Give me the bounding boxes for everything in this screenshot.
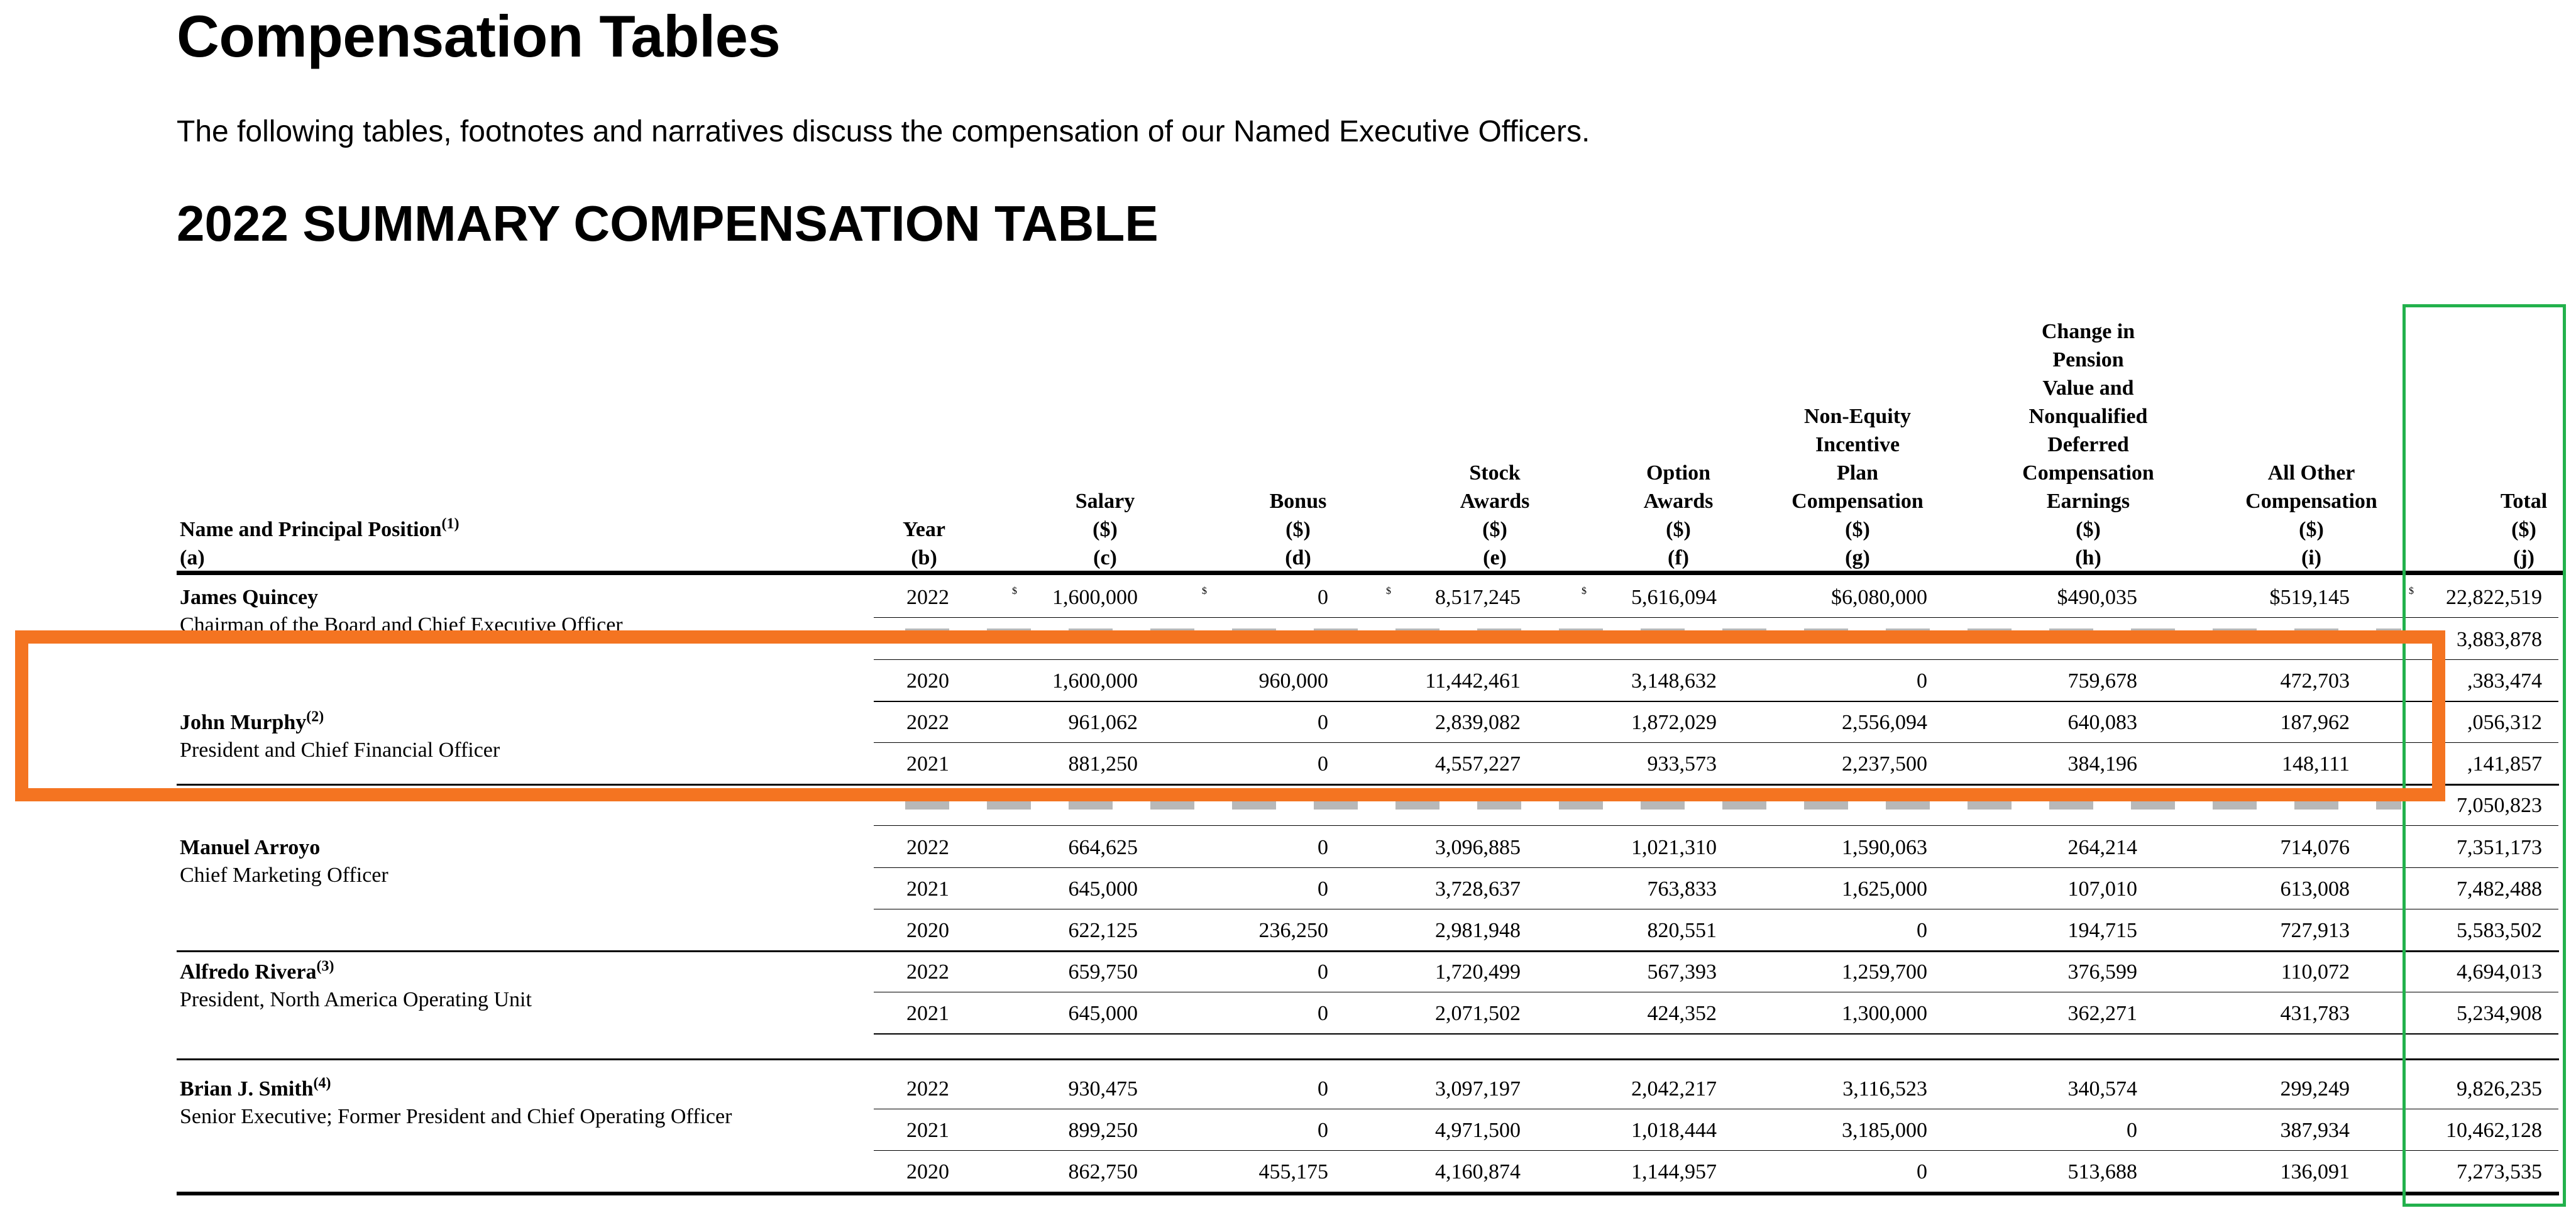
column-header-line: Earnings — [2046, 490, 2130, 513]
row-rule — [874, 617, 2558, 618]
column-header-line: Deferred — [2047, 433, 2129, 456]
column-header-line: ($) — [1666, 518, 1691, 541]
column-letter: (c) — [1093, 546, 1117, 569]
cell-other: 714,076 — [2280, 836, 2350, 859]
group-rule — [177, 1192, 2559, 1195]
column-header-salary — [992, 487, 1218, 572]
column-header-line: Plan — [1836, 461, 1879, 485]
cell-bonus: 0 — [1318, 1077, 1328, 1101]
row-rule — [874, 1033, 2558, 1035]
executive-name-text: John Murphy — [180, 711, 307, 734]
cell-stock: 4,557,227 — [1435, 752, 1521, 776]
row-rule — [874, 867, 2558, 868]
cell-salary: 930,475 — [1068, 1077, 1138, 1101]
cell-option: 763,833 — [1647, 877, 1717, 901]
column-letter: (g) — [1845, 546, 1870, 569]
cell-salary: 862,750 — [1068, 1160, 1138, 1183]
cell-total: 9,826,235 — [2457, 1077, 2542, 1101]
cell-pension: 340,574 — [2067, 1077, 2137, 1101]
dollar-sign: $ — [1582, 586, 1587, 596]
cell-pension: 107,010 — [2067, 877, 2137, 901]
column-header-line: All Other — [2267, 461, 2355, 485]
cell-stock: 2,839,082 — [1435, 711, 1521, 734]
cell-salary: 622,125 — [1068, 919, 1138, 942]
column-header-line: Incentive — [1815, 433, 1900, 456]
cell-year: 2022 — [906, 960, 949, 984]
column-header-line: Bonus — [1269, 490, 1327, 513]
cell-bonus: 0 — [1318, 877, 1328, 901]
column-header-line: Awards — [1643, 490, 1714, 513]
cell-salary: 1,600,000 — [1052, 669, 1138, 693]
cell-total: 7,050,823 — [2457, 794, 2542, 817]
cell-other: 387,934 — [2280, 1119, 2350, 1142]
cell-option: 933,573 — [1647, 752, 1717, 776]
column-header-name — [180, 515, 746, 572]
executive-position: President and Chief Financial Officer — [180, 739, 500, 762]
cell-salary: 961,062 — [1068, 711, 1138, 734]
cell-nonequity: 1,625,000 — [1842, 877, 1927, 901]
footnote-marker: (4) — [313, 1075, 331, 1092]
row-rule — [874, 742, 2558, 743]
footnote-marker: (3) — [316, 958, 334, 975]
column-header-line: Awards — [1460, 490, 1530, 513]
row-rule — [874, 701, 2558, 702]
column-header-line: Stock — [1469, 461, 1521, 485]
cell-salary: 881,250 — [1068, 752, 1138, 776]
cell-pension: $490,035 — [2057, 586, 2137, 609]
column-header-line: Non-Equity — [1803, 405, 1912, 428]
cell-option: 424,352 — [1647, 1002, 1717, 1025]
cell-other: 187,962 — [2280, 711, 2350, 734]
cell-year: 2020 — [906, 1160, 949, 1183]
page-title: Compensation Tables — [177, 3, 781, 69]
group-rule — [177, 950, 2559, 952]
dollar-sign: $ — [1012, 586, 1017, 596]
cell-total: 10,462,128 — [2446, 1119, 2542, 1142]
column-header-line: ($) — [1482, 518, 1507, 541]
cell-salary: 899,250 — [1068, 1119, 1138, 1142]
cell-nonequity: 0 — [1917, 1160, 1927, 1183]
cell-year: 2022 — [906, 1077, 949, 1101]
dollar-sign: $ — [2409, 586, 2414, 596]
executive-name — [180, 960, 334, 984]
column-letter: (a) — [180, 546, 205, 569]
cell-option: 2,042,217 — [1631, 1077, 1717, 1101]
column-header-line: ($) — [1845, 518, 1870, 541]
column-header-nonequity — [1744, 402, 1971, 572]
occluded-row-fragment — [905, 629, 2401, 641]
cell-other: 727,913 — [2280, 919, 2350, 942]
cell-other: 148,111 — [2282, 752, 2350, 776]
executive-position: President, North America Operating Unit — [180, 988, 532, 1011]
cell-other: 299,249 — [2280, 1077, 2350, 1101]
cell-pension: 640,083 — [2067, 711, 2137, 734]
column-header-line: Salary — [1075, 490, 1135, 513]
cell-pension: 759,678 — [2067, 669, 2137, 693]
cell-bonus: 960,000 — [1258, 669, 1328, 693]
column-letter: (b) — [911, 546, 937, 569]
cell-total: ,056,312 — [2467, 711, 2542, 734]
column-letter: (h) — [2075, 546, 2101, 569]
cell-salary: 645,000 — [1068, 1002, 1138, 1025]
cell-stock: 1,720,499 — [1435, 960, 1521, 984]
cell-option: 3,148,632 — [1631, 669, 1717, 693]
row-rule — [874, 1150, 2558, 1151]
cell-pension: 384,196 — [2067, 752, 2137, 776]
executive-name-text: Manuel Arroyo — [180, 836, 321, 859]
cell-stock: 4,160,874 — [1435, 1160, 1521, 1183]
cell-bonus: 0 — [1318, 711, 1328, 734]
cell-pension: 362,271 — [2067, 1002, 2137, 1025]
cell-pension: 264,214 — [2067, 836, 2137, 859]
cell-nonequity: 1,590,063 — [1842, 836, 1927, 859]
executive-name — [180, 836, 320, 860]
cell-nonequity: 1,300,000 — [1842, 1002, 1927, 1025]
cell-year: 2022 — [906, 836, 949, 859]
column-header-total — [2411, 487, 2576, 572]
cell-stock: 3,096,885 — [1435, 836, 1521, 859]
footnote-marker: (2) — [306, 708, 324, 725]
column-header-line: ($) — [2511, 518, 2536, 541]
cell-total: 7,351,173 — [2457, 836, 2542, 859]
cell-year: 2021 — [906, 1002, 949, 1025]
executive-position: Senior Executive; Former President and Chief Operating Officer — [180, 1105, 732, 1128]
cell-year: 2020 — [906, 919, 949, 942]
cell-bonus: 236,250 — [1258, 919, 1328, 942]
occluded-row-fragment — [905, 797, 2401, 810]
dollar-sign: $ — [1386, 586, 1391, 596]
column-header-line: Change in — [2041, 320, 2135, 343]
cell-year: 2021 — [906, 877, 949, 901]
cell-option: 1,872,029 — [1631, 711, 1717, 734]
cell-total: 7,273,535 — [2457, 1160, 2542, 1183]
intro-paragraph: The following tables, footnotes and narratives discuss the compensation of our Named Executive Officers. — [177, 115, 1590, 148]
column-header-line: ($) — [1093, 518, 1118, 541]
cell-nonequity: 0 — [1917, 669, 1927, 693]
cell-total: 7,482,488 — [2457, 877, 2542, 901]
cell-salary: 645,000 — [1068, 877, 1138, 901]
column-header-text: Name and Principal Position — [180, 518, 442, 541]
executive-name-text: James Quincey — [180, 586, 319, 609]
cell-bonus: 455,175 — [1258, 1160, 1328, 1183]
cell-nonequity: $6,080,000 — [1831, 586, 1927, 609]
column-header-pension — [1975, 317, 2201, 572]
cell-salary: 664,625 — [1068, 836, 1138, 859]
cell-stock: 11,442,461 — [1425, 669, 1521, 693]
cell-total: 22,822,519 — [2446, 586, 2542, 609]
executive-position: Chairman of the Board and Chief Executive Officer — [180, 613, 623, 637]
cell-other: 613,008 — [2280, 877, 2350, 901]
cell-nonequity: 1,259,700 — [1842, 960, 1927, 984]
cell-bonus: 0 — [1318, 836, 1328, 859]
column-header-bonus — [1185, 487, 1411, 572]
executive-name-text: Brian J. Smith — [180, 1077, 314, 1101]
cell-year: 2020 — [906, 669, 949, 693]
cell-pension: 0 — [2127, 1119, 2137, 1142]
column-header-line: Nonqualified — [2028, 405, 2148, 428]
column-header-line: ($) — [1285, 518, 1311, 541]
column-letter: (e) — [1483, 546, 1507, 569]
cell-year: 2022 — [906, 586, 949, 609]
cell-bonus: 0 — [1318, 1002, 1328, 1025]
cell-total: 3,883,878 — [2457, 628, 2542, 651]
cell-nonequity: 2,237,500 — [1842, 752, 1927, 776]
executive-name — [180, 586, 318, 610]
group-rule — [177, 1058, 2559, 1060]
executive-name — [180, 1077, 331, 1101]
executive-name — [180, 708, 324, 735]
column-header-line: Compensation — [2245, 490, 2377, 513]
group-rule — [177, 784, 2559, 786]
column-header-line: Value and — [2042, 376, 2134, 400]
cell-other: 110,072 — [2281, 960, 2350, 984]
cell-total: 5,583,502 — [2457, 919, 2542, 942]
column-header-line: Compensation — [2022, 461, 2154, 485]
column-letter: (d) — [1285, 546, 1311, 569]
cell-salary: 659,750 — [1068, 960, 1138, 984]
cell-option: 567,393 — [1647, 960, 1717, 984]
row-rule — [874, 825, 2558, 826]
cell-year: 2021 — [906, 752, 949, 776]
cell-pension: 513,688 — [2067, 1160, 2137, 1183]
executive-name-text: Alfredo Rivera — [180, 960, 317, 984]
cell-option: 820,551 — [1647, 919, 1717, 942]
cell-option: 1,144,957 — [1631, 1160, 1717, 1183]
column-letter: (i) — [2301, 546, 2322, 569]
cell-bonus: 0 — [1318, 586, 1328, 609]
column-header-line: Compensation — [1792, 490, 1924, 513]
cell-total: 5,234,908 — [2457, 1002, 2542, 1025]
cell-pension: 376,599 — [2067, 960, 2137, 984]
cell-nonequity: 0 — [1917, 919, 1927, 942]
column-header-line: ($) — [2076, 518, 2101, 541]
cell-stock: 2,071,502 — [1435, 1002, 1521, 1025]
cell-bonus: 0 — [1318, 960, 1328, 984]
cell-option: 1,018,444 — [1631, 1119, 1717, 1142]
executive-position: Chief Marketing Officer — [180, 864, 388, 887]
column-header-line: ($) — [2299, 518, 2324, 541]
cell-bonus: 0 — [1318, 1119, 1328, 1142]
cell-nonequity: 3,116,523 — [1842, 1077, 1927, 1101]
column-header-line: Option — [1646, 461, 1711, 485]
column-header-line — [180, 515, 746, 544]
cell-option: 5,616,094 — [1631, 586, 1717, 609]
cell-other: 431,783 — [2280, 1002, 2350, 1025]
cell-stock: 8,517,245 — [1435, 586, 1521, 609]
dollar-sign: $ — [1202, 586, 1207, 596]
column-header-line: Total — [2500, 490, 2548, 513]
column-letter: (j) — [2513, 546, 2535, 569]
row-rule — [874, 659, 2558, 660]
header-rule — [177, 571, 2565, 575]
cell-other: $519,145 — [2269, 586, 2350, 609]
cell-year: 2021 — [906, 1119, 949, 1142]
table-title: 2022 SUMMARY COMPENSATION TABLE — [177, 195, 1159, 251]
cell-stock: 4,971,500 — [1435, 1119, 1521, 1142]
cell-other: 136,091 — [2280, 1160, 2350, 1183]
cell-nonequity: 2,556,094 — [1842, 711, 1927, 734]
cell-option: 1,021,310 — [1631, 836, 1717, 859]
cell-bonus: 0 — [1318, 752, 1328, 776]
column-header-line: Pension — [2052, 348, 2124, 371]
footnote-marker: (1) — [441, 515, 460, 532]
column-letter: (f) — [1668, 546, 1689, 569]
cell-other: 472,703 — [2280, 669, 2350, 693]
column-header-line: Year — [903, 518, 945, 541]
cell-pension: 194,715 — [2067, 919, 2137, 942]
cell-total: ,141,857 — [2467, 752, 2542, 776]
cell-salary: 1,600,000 — [1052, 586, 1138, 609]
cell-stock: 3,728,637 — [1435, 877, 1521, 901]
cell-nonequity: 3,185,000 — [1842, 1119, 1927, 1142]
cell-total: 4,694,013 — [2457, 960, 2542, 984]
cell-year: 2022 — [906, 711, 949, 734]
cell-total: ,383,474 — [2467, 669, 2542, 693]
cell-stock: 2,981,948 — [1435, 919, 1521, 942]
column-header-other — [2198, 459, 2425, 572]
cell-stock: 3,097,197 — [1435, 1077, 1521, 1101]
